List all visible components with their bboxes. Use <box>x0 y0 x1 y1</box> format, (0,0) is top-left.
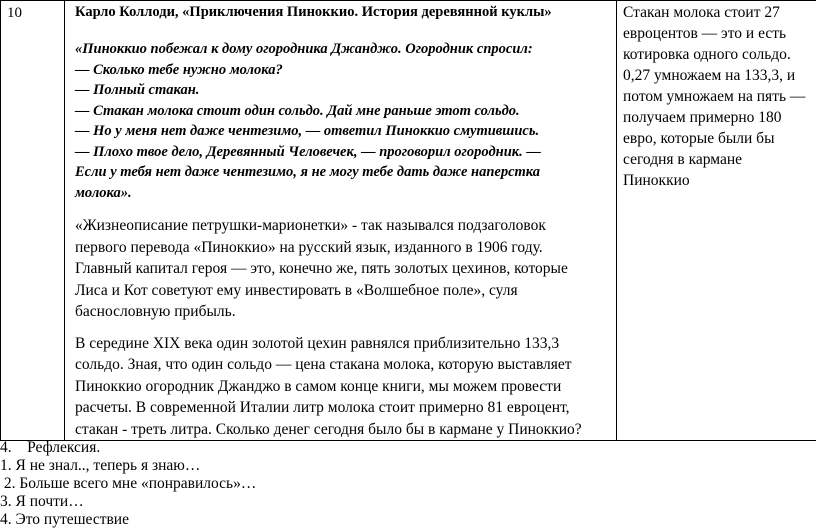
reflection-list <box>0 439 816 529</box>
history-paragraph <box>75 215 610 323</box>
reflection-heading: 4. Рефлексия. <box>0 439 101 456</box>
table-row <box>1 1 816 441</box>
answer-line: евро, которые были бы <box>623 130 775 147</box>
task-paragraph <box>75 333 610 441</box>
answer-line: евроцентов — это и есть <box>623 25 787 42</box>
paragraph-line: сольдо. Зная, что один сольдо — цена стакана молока, которую выставляет <box>75 356 572 373</box>
answer-line: Стакан молока стоит 27 <box>623 4 780 21</box>
paragraph-line: первого перевода «Пиноккио» на русский язык, изданного в 1906 году. <box>75 238 543 256</box>
quote-line: — Но у меня нет даже чентезимо, — ответил Пиноккио смутившись. <box>75 123 540 139</box>
book-quote <box>75 39 610 203</box>
row-number: 10 <box>7 5 22 21</box>
quote-line: «Пиноккио побежал к дому огородника Джанджо. Огородник спросил: <box>75 41 533 57</box>
answer-line: котировка одного сольдо. <box>623 46 791 63</box>
paragraph-line: Главный капитал героя — это, конечно же, пять золотых цехинов, которые <box>75 260 568 277</box>
reflection-item: 2. Больше всего мне «понравилось»… <box>0 475 257 492</box>
answer-line: получаем примерно 180 <box>623 109 782 126</box>
task-text-cell <box>65 1 617 441</box>
paragraph-line: Лиса и Кот советуют ему инвестировать в «Волшебное поле», суля <box>75 281 518 299</box>
paragraph-line: В середине XIX века один золотой цехин равнялся приблизительно 133,3 <box>75 334 560 352</box>
paragraph-line: Пиноккио огородник Джанджо в самом конце книги, мы можем провести <box>75 377 562 395</box>
book-title: Карло Коллоди, «Приключения Пиноккио. История деревянной куклы» <box>75 4 552 20</box>
reflection-item: 4. Это путешествие <box>0 511 129 528</box>
quote-line: молока». <box>75 184 132 201</box>
quote-line: — Плохо твое дело, Деревянный Человечек, — проговорил огородник. — <box>75 143 541 160</box>
paragraph-line: расчеты. В современной Италии литр молока стоит примерно 81 евроцент, <box>75 399 570 416</box>
answer-line: 0,27 умножаем на 133,3, и <box>623 67 796 84</box>
reflection-item: 3. Я почти… <box>0 493 84 510</box>
answer-line: сегодня в кармане <box>623 151 743 168</box>
paragraph-line: «Жизнеописание петрушки-марионетки» - так назывался подзаголовок <box>75 217 546 234</box>
reflection-item: 1. Я не знал.., теперь я знаю… <box>0 457 201 474</box>
quote-line: — Стакан молока стоит один сольдо. Дай мне раньше этот сольдо. <box>75 102 520 119</box>
quote-line: Если у тебя нет даже чентезимо, я не могу тебе дать даже наперстка <box>75 164 541 180</box>
row-number-cell <box>1 1 65 441</box>
paragraph-line: баснословную прибыль. <box>75 303 236 320</box>
answer-cell <box>617 1 816 441</box>
answer-line: потом умножаем на пять — <box>623 88 806 105</box>
answer-line: Пиноккио <box>623 172 690 189</box>
quote-line: — Сколько тебе нужно молока? <box>75 61 283 78</box>
paragraph-line: стакан - треть литра. Сколько денег сегодня было бы в кармане у Пиноккио? <box>75 420 582 438</box>
quote-line: — Полный стакан. <box>75 82 200 98</box>
